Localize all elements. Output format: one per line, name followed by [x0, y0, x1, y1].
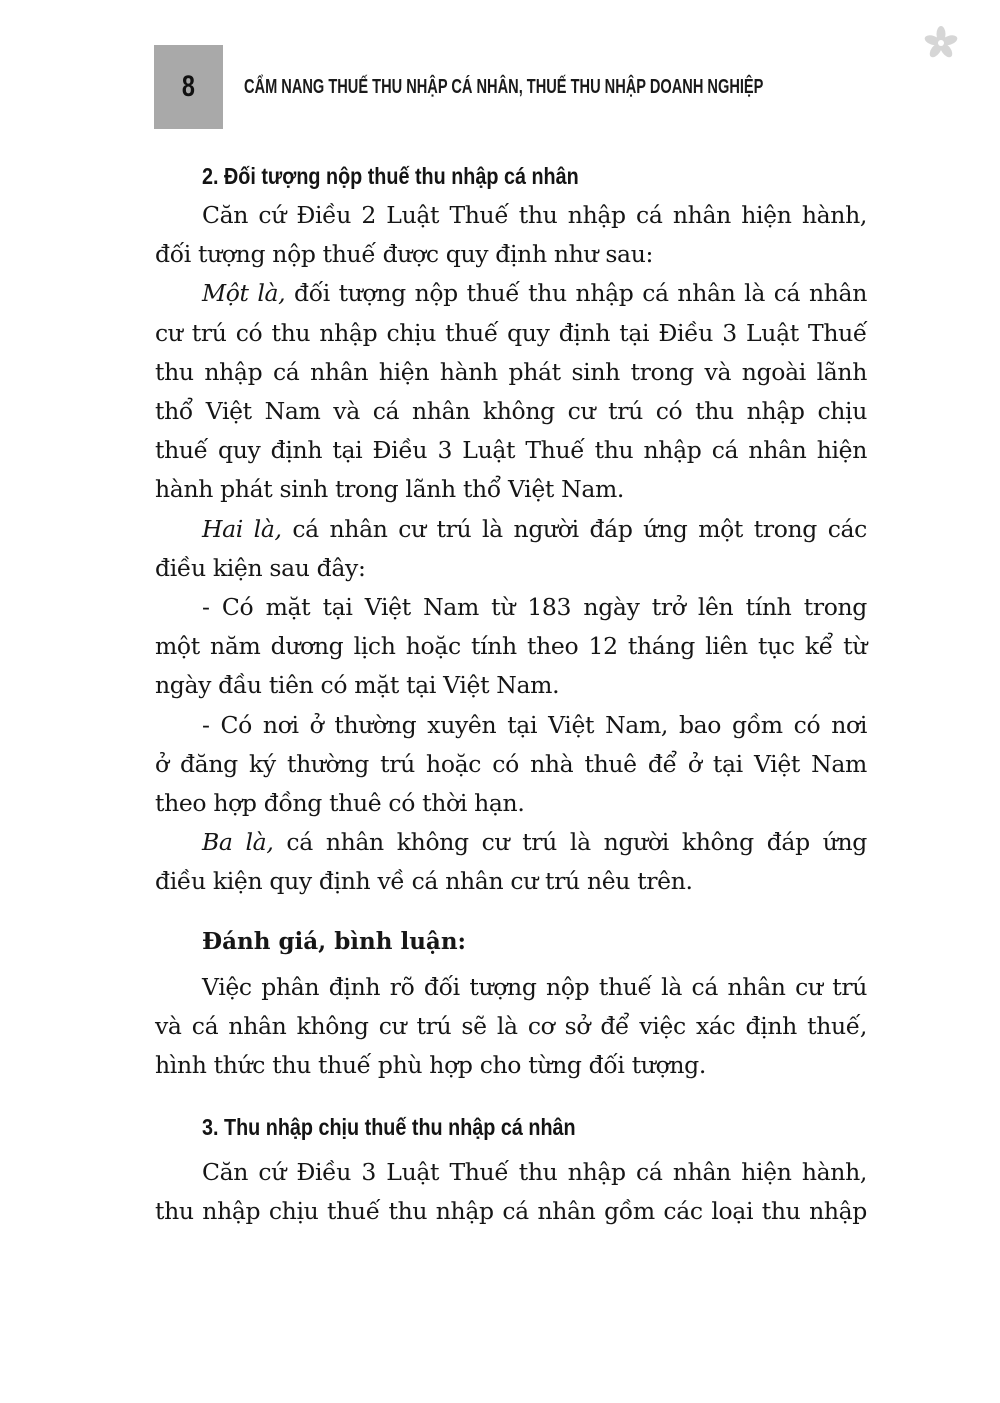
text-span: cá nhân cư trú là người đáp ứng một trong các [281, 514, 867, 543]
bullet-residence [155, 706, 867, 824]
section-3-intro [155, 1153, 867, 1231]
running-title: CẨM NANG THUẾ THU NHẬP CÁ NHÂN, THUẾ THU NHẬP DOANH NGHIỆP [244, 76, 764, 98]
text-line [155, 274, 867, 313]
text-line: - Có nơi ở thường xuyên tại Việt Nam, bao gồm có nơi [202, 710, 867, 739]
page-number-box [154, 45, 223, 129]
text-line: điều kiện quy định về cá nhân cư trú nêu trên. [155, 867, 693, 896]
page-number: 8 [181, 70, 196, 103]
text-line: thổ Việt Nam và cá nhân không cư trú có thu nhập chịu [155, 397, 867, 426]
text-span: cá nhân không cư trú là người không đáp ứng [273, 828, 867, 857]
text-line: một năm dương lịch hoặc tính theo 12 tháng liên tục kể từ [155, 632, 867, 661]
text-line [155, 510, 867, 549]
lead-mot-la: Một là, [202, 279, 286, 308]
text-line: và cá nhân không cư trú sẽ là cơ sở để việc xác định thuế, [155, 1011, 867, 1040]
text-line: thu nhập chịu thuế thu nhập cá nhân gồm các loại thu nhập [155, 1197, 867, 1226]
text-line: hành phát sinh trong lãnh thổ Việt Nam. [155, 475, 625, 504]
text-line: điều kiện sau đây: [155, 553, 366, 582]
text-line: ở đăng ký thường trú hoặc có nhà thuê để ở tại Việt Nam [155, 749, 867, 778]
text-line [155, 823, 867, 862]
paragraph-hai-la [155, 510, 867, 588]
section-2-intro [155, 196, 867, 274]
text-line: cư trú có thu nhập chịu thuế quy định tại Điều 3 Luật Thuế [155, 318, 867, 347]
flower-logo-icon [924, 26, 958, 60]
paragraph-mot-la [155, 274, 867, 509]
text-line: thuế quy định tại Điều 3 Luật Thuế thu nhập cá nhân hiện [155, 436, 867, 465]
bullet-183-days [155, 588, 867, 706]
comment-paragraph [155, 968, 867, 1086]
section-2-heading: 2. Đối tượng nộp thuế thu nhập cá nhân [202, 163, 579, 189]
text-line: - Có mặt tại Việt Nam từ 183 ngày trở lên tính trong [202, 593, 867, 622]
paragraph-ba-la [155, 823, 867, 901]
lead-ba-la: Ba là, [202, 828, 274, 857]
text-line: Việc phân định rõ đối tượng nộp thuế là cá nhân cư trú [202, 972, 867, 1001]
page-body [155, 156, 867, 1232]
text-line: hình thức thu thuế phù hợp cho từng đối tượng. [155, 1051, 706, 1080]
text-span: đối tượng nộp thuế thu nhập cá nhân là cá nhân [285, 279, 867, 308]
text-line: Căn cứ Điều 2 Luật Thuế thu nhập cá nhân hiện hành, [202, 201, 867, 229]
text-line: Căn cứ Điều 3 Luật Thuế thu nhập cá nhân hiện hành, [202, 1158, 867, 1187]
text-line: ngày đầu tiên có mặt tại Việt Nam. [155, 671, 560, 700]
comment-heading: Đánh giá, bình luận: [202, 927, 467, 955]
lead-hai-la: Hai là, [202, 514, 282, 543]
text-line: theo hợp đồng thuê có thời hạn. [155, 789, 525, 818]
section-3-heading: 3. Thu nhập chịu thuế thu nhập cá nhân [202, 1114, 576, 1141]
text-line: thu nhập cá nhân hiện hành phát sinh trong và ngoài lãnh [155, 357, 867, 386]
text-line: đối tượng nộp thuế được quy định như sau: [155, 240, 654, 269]
